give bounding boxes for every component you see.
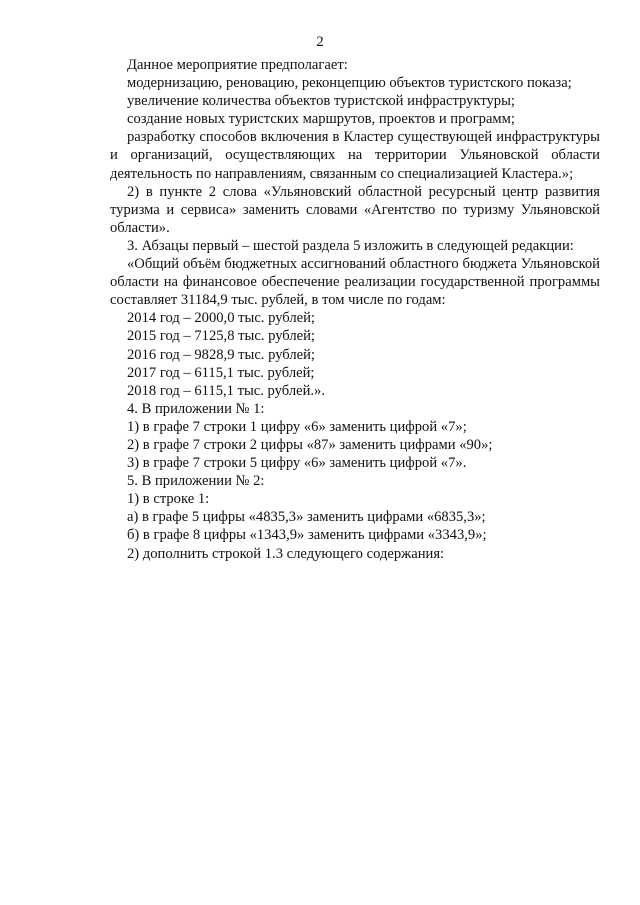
paragraph: разработку способов включения в Кластер существующей инфраструктуры и организаций, осуществляющих на территории Ульяновской области деятельность по направлениям, связанным со специализацией Кластера.»; bbox=[110, 129, 600, 182]
paragraph: а) в графе 5 цифры «4835,3» заменить цифрами «6835,3»; bbox=[127, 509, 486, 526]
paragraph: 1) в графе 7 строки 1 цифру «6» заменить цифрой «7»; bbox=[127, 418, 467, 435]
document-body bbox=[110, 56, 600, 563]
paragraph: увеличение количества объектов туристской инфраструктуры; bbox=[127, 93, 515, 110]
paragraph: «Общий объём бюджетных ассигнований областного бюджета Ульяновской области на финансовое обеспечение реализации государственной программы составляет 31184,9 тыс. рублей, в том числе по годам: bbox=[110, 256, 600, 309]
paragraph: 2) дополнить строкой 1.3 следующего содержания: bbox=[127, 545, 445, 562]
paragraph: 3. Абзацы первый – шестой раздела 5 изложить в следующей редакции: bbox=[127, 237, 574, 254]
paragraph: 2016 год – 9828,9 тыс. рублей; bbox=[127, 346, 315, 363]
paragraph: Данное мероприятие предполагает: bbox=[127, 57, 348, 73]
paragraph: 2018 год – 6115,1 тыс. рублей.». bbox=[127, 382, 325, 399]
paragraph: 2014 год – 2000,0 тыс. рублей; bbox=[127, 310, 315, 327]
paragraph: 4. В приложении № 1: bbox=[127, 400, 265, 417]
paragraph: 1) в строке 1: bbox=[127, 491, 210, 508]
paragraph: 2017 год – 6115,1 тыс. рублей; bbox=[127, 364, 315, 381]
paragraph: 2) в пункте 2 слова «Ульяновский областной ресурсный центр развития туризма и сервиса» заменить словами «Агентство по туризму Ульяновской области». bbox=[110, 183, 600, 236]
paragraph: модернизацию, реновацию, реконцепцию объектов туристского показа; bbox=[127, 75, 572, 92]
paragraph: создание новых туристских маршрутов, проектов и программ; bbox=[127, 111, 515, 128]
paragraph: 3) в графе 7 строки 5 цифру «6» заменить цифрой «7». bbox=[127, 455, 467, 472]
paragraph: 2015 год – 7125,8 тыс. рублей; bbox=[127, 328, 315, 345]
page-number: 2 bbox=[316, 34, 324, 50]
paragraph: б) в графе 8 цифры «1343,9» заменить цифрами «3343,9»; bbox=[127, 527, 487, 544]
paragraph: 5. В приложении № 2: bbox=[127, 473, 265, 490]
paragraph: 2) в графе 7 строки 2 цифры «87» заменить цифрами «90»; bbox=[127, 436, 493, 453]
